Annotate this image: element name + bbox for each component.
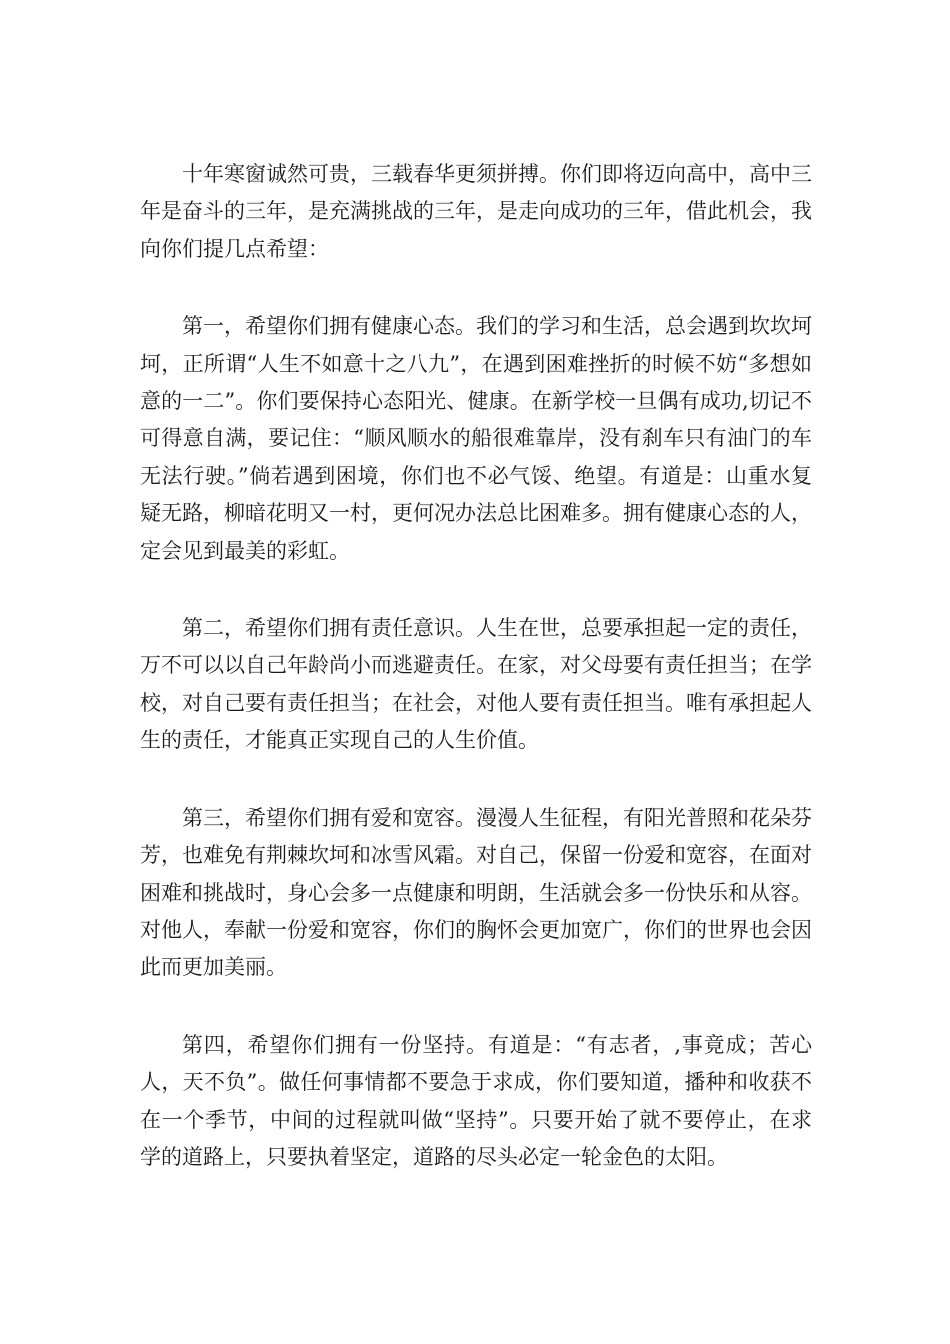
paragraph-third-hope: 第三，希望你们拥有爱和宽容。漫漫人生征程，有阳光普照和花朵芬芳，也难免有荆棘坎坷和冰雪风霜。对自己，保留一份爱和宽容，在面对困难和挑战时，身心会多一点健康和明朗，生活就会多一份快乐和从容。对他人，奉献一份爱和宽容，你们的胸怀会更加宽广，你们的世界也会因此而更加美丽。 xyxy=(140,805,812,980)
paragraph-second-hope: 第二，希望你们拥有责任意识。人生在世，总要承担起一定的责任，万不可以以自己年龄尚小而逃避责任。在家，对父母要有责任担当；在学校，对自己要有责任担当；在社会，对他人要有责任担当。唯有承担起人生的责任，才能真正实现自己的人生价值。 xyxy=(140,616,812,753)
paragraph-intro: 十年寒窗诚然可贵，三载春华更须拼搏。你们即将迈向高中，高中三年是奋斗的三年，是充满挑战的三年，是走向成功的三年，借此机会，我向你们提几点希望： xyxy=(140,162,812,261)
paragraph-first-hope: 第一，希望你们拥有健康心态。我们的学习和生活，总会遇到坎坎坷坷，正所谓“人生不如意十之八九”，在遇到困难挫折的时候不妨“多想如意的一二”。你们要保持心态阳光、健康。在新学校一旦偶有成功,切记不可得意自满，要记住：“顺风顺水的船很难靠岸，没有刹车只有油门的车无法行驶。”倘若遇到困境，你们也不必气馁、绝望。有道是：山重水复疑无路，柳暗花明又一村，更何况办法总比困难多。拥有健康心态的人，定会见到最美的彩虹。 xyxy=(140,314,812,563)
paragraph-fourth-hope: 第四，希望你们拥有一份坚持。有道是：“有志者，,事竟成；苦心人，天不负”。做任何事情都不要急于求成，你们要知道，播种和收获不在一个季节，中间的过程就叫做“坚持”。只要开始了就不要停止，在求学的道路上，只要执着坚定，道路的尽头必定一轮金色的太阳。 xyxy=(140,1032,812,1169)
document-body xyxy=(140,156,812,1216)
